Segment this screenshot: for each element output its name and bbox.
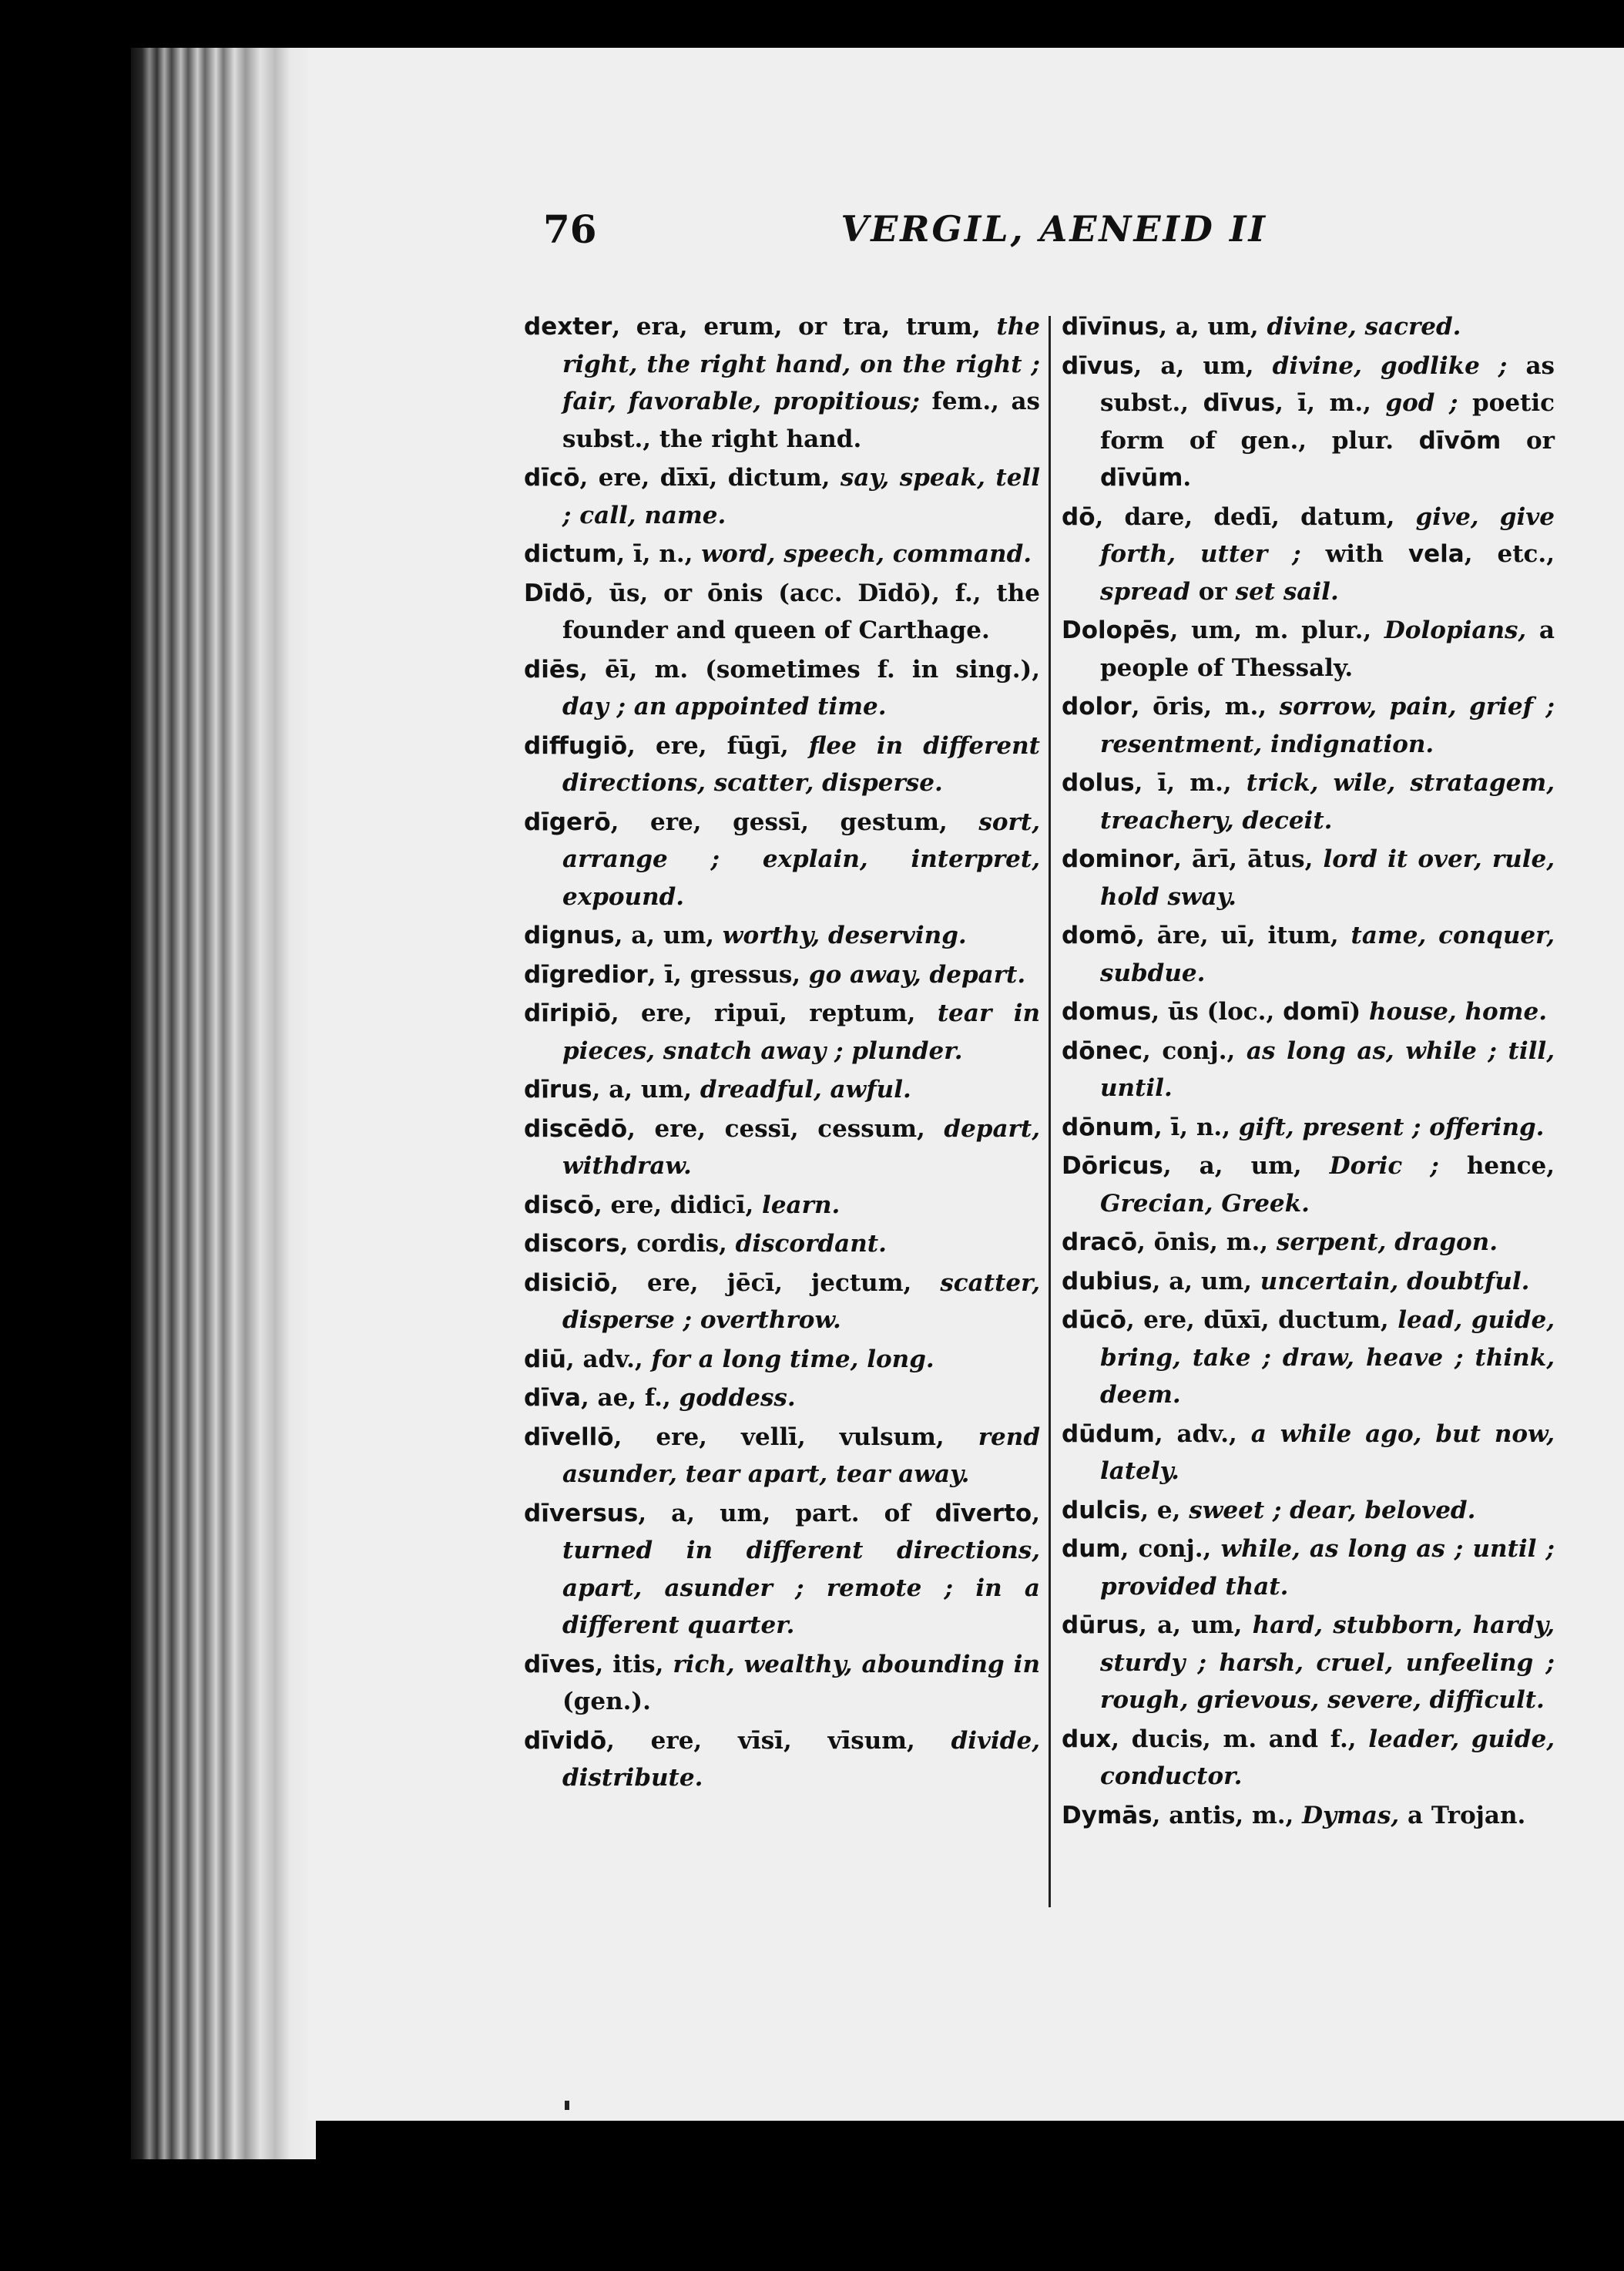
translation: as long as, while ; till, until. [1100, 1036, 1555, 1102]
headword: discō [524, 1191, 594, 1219]
cross-reference: domī [1283, 998, 1350, 1026]
headword: diēs [524, 655, 580, 684]
note: a people of Thessaly. [1100, 616, 1555, 682]
translation: divine, sacred. [1267, 313, 1461, 341]
translation: serpent, dragon. [1276, 1228, 1498, 1256]
grammar: , a, um, [1139, 1611, 1253, 1639]
translation: rich, wealthy, abounding in [673, 1650, 1040, 1678]
headword: dictum [524, 540, 617, 568]
grammar: , ere, vellī, vulsum, [613, 1423, 978, 1451]
grammar: , adv., [565, 1345, 652, 1373]
grammar: , ūs, or ōnis (acc. Dīdō), f., the founder and queen of Carthage. [562, 579, 1040, 644]
headword: dūrus [1062, 1611, 1139, 1639]
left-column [524, 308, 1040, 1799]
dictionary-entry [524, 804, 1040, 916]
headword: dolor [1062, 693, 1132, 721]
grammar: , cordis, [619, 1230, 736, 1258]
grammar: , ere, vīsī, vīsum, [606, 1726, 951, 1755]
dictionary-entry [524, 1495, 1040, 1644]
grammar: , ūs (loc., [1151, 998, 1283, 1026]
translation: go away, depart. [808, 960, 1026, 989]
dictionary-entry [524, 1265, 1040, 1339]
headword: dīripiō [524, 999, 611, 1027]
grammar: , a, um, [1133, 351, 1273, 380]
grammar: , āre, uī, itum, [1136, 922, 1351, 949]
dictionary-entry [1062, 1607, 1555, 1719]
headword: dolus [1062, 769, 1135, 797]
translation: learn. [762, 1191, 841, 1219]
translation: sort, arrange ; explain, interpret, expound. [562, 808, 1040, 911]
dictionary-entry [1062, 1721, 1555, 1796]
grammar: , conj., [1120, 1535, 1221, 1563]
note: poetic form of gen., plur. [1100, 389, 1555, 455]
translation: spread [1100, 577, 1190, 606]
note: (gen.). [562, 1688, 651, 1715]
cross-reference: vela [1408, 540, 1465, 568]
dictionary-entry [524, 575, 1040, 650]
headword: dūcō [1062, 1306, 1126, 1334]
headword: Dolopēs [1062, 616, 1170, 644]
headword: dōnum [1062, 1113, 1154, 1141]
grammar: , ī, m., [1275, 389, 1386, 417]
grammar: ) [1349, 998, 1369, 1026]
grammar: , itis, [595, 1650, 673, 1678]
headword: dīvīnus [1062, 313, 1159, 341]
headword: domō [1062, 922, 1137, 949]
translation: gift, present ; offering. [1238, 1113, 1545, 1141]
headword: dīversus [524, 1499, 639, 1527]
dictionary-entry [524, 1379, 1040, 1417]
headword: dominor [1062, 845, 1174, 873]
book-page-edges [131, 48, 316, 2159]
headword: dō [1062, 502, 1096, 531]
grammar: , era, erum, or tra, trum, [612, 313, 997, 341]
translation: turned in different directions, apart, asunder ; remote ; in a different quarter. [562, 1537, 1040, 1639]
headword: dīvellō [524, 1423, 614, 1451]
dictionary-entry [1062, 764, 1555, 839]
translation: leader, guide, conductor. [1100, 1725, 1555, 1790]
dictionary-entry [1062, 1033, 1555, 1107]
translation: rend asunder, tear apart, tear away. [562, 1423, 1040, 1488]
headword: dīves [524, 1650, 596, 1678]
dictionary-entry [1062, 1224, 1555, 1261]
translation: give, give forth, utter ; [1100, 502, 1555, 568]
grammar: , ere, fūgī, [627, 731, 809, 760]
page-number: 76 [543, 207, 597, 252]
dictionary-entry [524, 917, 1040, 955]
grammar: , [1032, 1499, 1040, 1527]
translation: sweet ; dear, beloved. [1189, 1496, 1476, 1524]
running-title: VERGIL, AENEID II [841, 208, 1267, 250]
translation: say, speak, tell ; call, name. [562, 464, 1040, 529]
grammar: , a, um, [1163, 1152, 1330, 1180]
grammar: , ōris, m., [1131, 693, 1280, 721]
headword: dīvus [1062, 351, 1134, 380]
dictionary-entry [1062, 841, 1555, 915]
translation: hard, stubborn, hardy, sturdy ; harsh, cruel, unfeeling ; rough, grievous, severe, difficult. [1100, 1611, 1555, 1714]
translation: sorrow, pain, grief ; resentment, indignation. [1100, 693, 1555, 758]
translation: depart, withdraw. [562, 1114, 1040, 1180]
grammar: , ere, ripuī, reptum, [610, 999, 938, 1027]
dictionary-entry [1062, 308, 1555, 346]
right-column [1062, 308, 1555, 1836]
grammar: , ae, f., [580, 1384, 679, 1412]
translation: word, speech, command. [701, 540, 1032, 568]
grammar: , conj., [1142, 1036, 1247, 1065]
grammar: , ere, didicī, [593, 1191, 763, 1219]
grammar: , ī, n., [616, 540, 702, 568]
dictionary-entry [1062, 499, 1555, 611]
dictionary-entry [524, 1419, 1040, 1493]
translation: discordant. [735, 1230, 887, 1258]
headword: dūdum [1062, 1419, 1155, 1448]
grammar: , dare, dedī, datum, [1095, 502, 1416, 531]
grammar: , a, um, [1152, 1267, 1260, 1295]
headword: domus [1062, 998, 1152, 1026]
headword: dīgredior [524, 960, 648, 989]
headword: dux [1062, 1725, 1112, 1753]
dictionary-entry [1062, 917, 1555, 992]
headword: dīgerō [524, 808, 611, 836]
headword: diū [524, 1345, 566, 1373]
grammar: , ere, gessī, gestum, [610, 808, 979, 836]
cross-reference: dīvūm [1100, 464, 1183, 492]
note: or [1189, 577, 1236, 606]
dictionary-entry [524, 536, 1040, 573]
running-head [543, 207, 1267, 268]
dictionary-entry [1062, 993, 1555, 1031]
translation: tear in pieces, snatch away ; plunder. [562, 999, 1041, 1065]
translation: Dolopians, [1384, 616, 1527, 644]
dictionary-entry [524, 651, 1040, 726]
dictionary-entry [1062, 1263, 1555, 1301]
dictionary-entry [1062, 1109, 1555, 1147]
grammar: , ī, n., [1153, 1113, 1239, 1141]
note: hence, [1438, 1152, 1555, 1180]
grammar: , ere, dīxī, dictum, [579, 464, 841, 492]
translation: trick, wile, stratagem, treachery, deceit. [1100, 769, 1555, 835]
cross-reference: dīvus [1203, 389, 1276, 417]
dictionary-entry [1062, 348, 1555, 497]
scan-speck [565, 2101, 569, 2110]
headword: discors [524, 1230, 620, 1258]
grammar: , ōnis, m., [1137, 1228, 1277, 1256]
headword: dracō [1062, 1228, 1138, 1256]
grammar: , ī, gressus, [647, 960, 809, 989]
grammar: , a, um, part. of [638, 1499, 935, 1527]
translation: for a long time, long. [651, 1345, 934, 1373]
grammar: , a, um, [614, 922, 723, 949]
grammar: , adv., [1154, 1419, 1251, 1448]
grammar: , ī, m., [1134, 769, 1247, 797]
dictionary-entry [1062, 612, 1555, 687]
translation: tame, conquer, subdue. [1100, 922, 1555, 987]
translation: goddess. [679, 1384, 796, 1412]
note: a Trojan. [1399, 1801, 1526, 1829]
dictionary-entry [1062, 1797, 1555, 1835]
headword: dum [1062, 1535, 1121, 1563]
grammar: , ere, cessī, cessum, [627, 1114, 945, 1143]
cross-reference: dīvōm [1418, 426, 1502, 455]
note: as subst., [1100, 351, 1555, 417]
dictionary-entry [1062, 1302, 1555, 1414]
headword: Dymās [1062, 1801, 1153, 1829]
headword: dexter [524, 313, 612, 341]
translation: the right, the right hand, on the right ; fair, favorable, propitious; [562, 313, 1040, 415]
grammar: , um, m. plur., [1169, 616, 1384, 644]
dictionary-entry [524, 1187, 1040, 1225]
dictionary-entry [524, 459, 1040, 534]
dictionary-entry [524, 1225, 1040, 1263]
translation: a while ago, but now, lately. [1100, 1419, 1555, 1485]
column-divider [1049, 316, 1051, 1907]
headword: dīva [524, 1384, 581, 1412]
translation: set sail. [1235, 577, 1339, 606]
dictionary-entry [1062, 1147, 1555, 1222]
headword: disiciō [524, 1268, 611, 1297]
translation: uncertain, doubtful. [1260, 1267, 1530, 1295]
headword: dulcis [1062, 1496, 1141, 1524]
dictionary-entry [1062, 1530, 1555, 1605]
headword: dīvidō [524, 1726, 607, 1755]
dictionary-entry [1062, 1416, 1555, 1490]
translation: dreadful, awful. [700, 1076, 911, 1104]
headword: discēdō [524, 1114, 628, 1143]
translation: flee in different directions, scatter, disperse. [562, 731, 1040, 797]
translation: Dymas, [1302, 1801, 1400, 1829]
headword: dīrus [524, 1076, 592, 1104]
grammar: , antis, m., [1152, 1801, 1303, 1829]
note: fem., as subst., the right hand. [562, 388, 1040, 453]
headword: dubius [1062, 1267, 1153, 1295]
cross-reference: dīverto [934, 1499, 1032, 1527]
note: with [1300, 540, 1408, 568]
translation: day ; an appointed time. [562, 693, 887, 721]
note: or [1501, 426, 1555, 455]
dictionary-entry [524, 1071, 1040, 1109]
translation: divide, distribute. [562, 1726, 1040, 1792]
translation: scatter, disperse ; overthrow. [562, 1268, 1040, 1334]
translation: house, home. [1368, 998, 1547, 1026]
translation: god ; [1385, 389, 1458, 417]
dictionary-entry [524, 956, 1040, 994]
grammar: , etc., [1464, 540, 1555, 568]
dictionary-entry [1062, 688, 1555, 763]
translation: Grecian, Greek. [1100, 1189, 1310, 1218]
translation: worthy, deserving. [722, 922, 967, 949]
headword: Dīdō [524, 579, 586, 607]
translation: while, as long as ; until ; provided that. [1100, 1535, 1555, 1601]
translation: lead, guide, bring, take ; draw, heave ; think, deem. [1100, 1306, 1555, 1409]
dictionary-entry [1062, 1492, 1555, 1530]
dictionary-entry [524, 1341, 1040, 1379]
dictionary-entry [524, 1646, 1040, 1721]
grammar: , e, [1140, 1496, 1189, 1524]
headword: diffugiō [524, 731, 628, 760]
translation: divine, godlike ; [1272, 351, 1508, 380]
headword: dīcō [524, 464, 580, 492]
grammar: , ere, dūxī, ductum, [1126, 1306, 1398, 1334]
grammar: , ere, jēcī, jectum, [610, 1268, 941, 1297]
translation: lord it over, rule, hold sway. [1100, 845, 1555, 911]
dictionary-entry [524, 1722, 1040, 1797]
headword: dignus [524, 922, 615, 949]
note: . [1183, 464, 1192, 492]
grammar: , ducis, m. and f., [1111, 1725, 1369, 1753]
dictionary-entry [524, 995, 1040, 1070]
dictionary-entry [524, 727, 1040, 802]
grammar: , ēī, m. (sometimes f. in sing.), [579, 655, 1040, 684]
dictionary-entry [524, 308, 1040, 458]
headword: dōnec [1062, 1036, 1143, 1065]
grammar: , ārī, ātus, [1173, 845, 1324, 873]
grammar: , a, um, [592, 1076, 700, 1104]
grammar: , a, um, [1159, 313, 1267, 341]
translation: Doric ; [1329, 1152, 1439, 1180]
headword: Dōricus [1062, 1152, 1163, 1180]
dictionary-entry [524, 1110, 1040, 1185]
